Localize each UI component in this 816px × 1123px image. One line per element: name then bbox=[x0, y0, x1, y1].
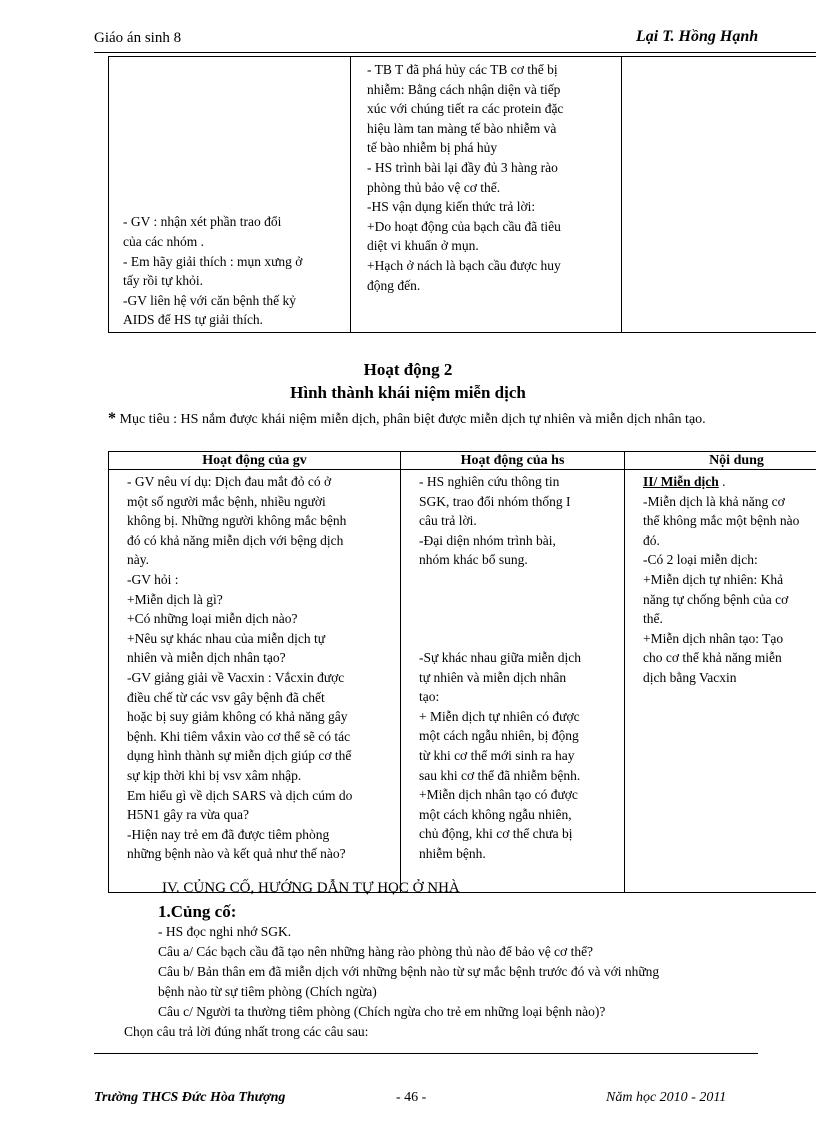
subsection-heading: 1.Củng cố: bbox=[158, 902, 237, 921]
column-header: Nội dung bbox=[625, 452, 816, 470]
teacher-activity-cell: - GV nêu ví dụ: Dịch đau mắt đỏ có ở một số người mắc bệnh, nhiều người không bị. Những người không mắc bệnh đó có khả năng miễn dịch với bệng dịch này. -GV hỏi : +Miễn dịch là gì? +Có những loại miễn dịch nào? +Nêu sự khác nhau của miễn dịch tự nhiên và miễn dịch nhân tạo? -GV giảng giải về Vacxin : Vắcxin được điều chế từ các vsv gây bệnh đã chết hoặc bị suy giảm không có khả năng gây bệnh. Khi tiêm vắxin vào cơ thể sẽ có tác dụng hình thành sự miễn dịch giúp cơ thể sự kịp thời khi bị vsv xâm nhập. Em hiểu gì về dịch SARS và dịch cúm do H5N1 gây ra vừa qua? -Hiện nay trẻ em đã được tiêm phòng những bệnh nào và kết quả như thế nào? bbox=[109, 470, 401, 893]
footer-school-year: Năm học 2010 - 2011 bbox=[606, 1090, 727, 1105]
column-header: Hoạt động của hs bbox=[401, 452, 625, 470]
header-author: Lại T. Hồng Hạnh bbox=[636, 28, 759, 45]
list-item: Câu b/ Bản thân em đã miễn dịch với những bệnh nào từ sự mắc bệnh trước đó và với những bbox=[158, 964, 660, 979]
student-activity-cell: - TB T đã phá hủy các TB cơ thể bị nhiễm: Bằng cách nhận diện và tiếp xúc với chúng tiết ra các protein đặc hiệu làm tan màng tế bào nhiễm và tế bào nhiễm bị phá hủy - HS trình bài lại đầy đủ 3 hàng rào phòng thủ bảo vệ cơ thể. -HS vận dụng kiến thức trả lời: +Do hoạt động của bạch cầu đã tiêu diệt vi khuẩn ở mụn. +Hạch ở nách là bạch cầu được huy động đến. bbox=[351, 57, 622, 333]
list-item: Câu c/ Người ta thường tiêm phòng (Chích ngừa cho trẻ em những loại bệnh nào)? bbox=[158, 1004, 606, 1019]
footer-divider bbox=[94, 1053, 758, 1054]
list-item: bệnh nào từ sự tiêm phòng (Chích ngừa) bbox=[158, 984, 377, 999]
content-heading: II/ Miễn dịch bbox=[643, 474, 719, 489]
header-subject: Giáo án sinh 8 bbox=[94, 30, 182, 46]
objective-text: * Mục tiêu : HS nắm được khái niệm miễn dịch, phân biệt được miễn dịch tự nhiên và miễn dịch nhân tạo. bbox=[108, 410, 706, 427]
activity-subtitle: Hình thành khái niệm miễn dịch bbox=[290, 383, 526, 402]
teacher-activity-cell: - GV : nhận xét phần trao đổi của các nhóm . - Em hãy giải thích : mụn xưng ở tấy rồi tự khỏi. -GV liên hệ với căn bệnh thế kỷ AIDS để HS tự giải thích. bbox=[109, 57, 351, 333]
header-divider bbox=[94, 52, 816, 53]
list-item: Câu a/ Các bạch cầu đã tạo nên những hàng rào phòng thủ nào để bảo vệ cơ thể? bbox=[158, 944, 594, 959]
student-activity-cell: - HS nghiên cứu thông tin SGK, trao đổi nhóm thống I câu trả lời. -Đại diện nhóm trình bài, nhóm khác bổ sung. -Sự khác nhau giữa miễn dịch tự nhiên và miễn dịch nhân tạo: + Miễn dịch tự nhiên có được một cách ngẫu nhiên, bị động từ khi cơ thể mới sinh ra hay sau khi cơ thể đã nhiễm bệnh. +Miễn dịch nhân tạo có được một cách không ngẫu nhiên, chủ động, khi cơ thể chưa bị nhiễm bệnh. bbox=[401, 470, 625, 893]
page-number: - 46 - bbox=[396, 1090, 427, 1105]
content-cell bbox=[622, 57, 816, 333]
column-header: Hoạt động của gv bbox=[109, 452, 401, 470]
table-row bbox=[109, 470, 816, 893]
activity-title: Hoạt động 2 bbox=[363, 360, 453, 379]
list-item: - HS đọc nghi nhớ SGK. bbox=[158, 924, 292, 939]
table-row bbox=[109, 57, 816, 333]
table-header-row bbox=[109, 452, 816, 470]
activity2-table bbox=[108, 451, 816, 893]
list-item: Chọn câu trả lời đúng nhất trong các câu sau: bbox=[124, 1024, 369, 1039]
content-cell: II/ Miễn dịch . -Miễn dịch là khả năng cơ thể không mắc một bệnh nào đó. -Có 2 loại miễn dịch: +Miễn dịch tự nhiên: Khả năng tự chống bệnh của cơ thể. +Miễn dịch nhân tạo: Tạo cho cơ thể khả năng miễn dịch bằng Vacxin bbox=[625, 470, 816, 893]
section-heading: IV. CỦNG CỐ, HƯỚNG DẪN TỰ HỌC Ở NHÀ bbox=[162, 880, 460, 896]
activity1-table bbox=[108, 56, 816, 333]
footer-school: Trường THCS Đức Hòa Thượng bbox=[94, 1090, 286, 1105]
